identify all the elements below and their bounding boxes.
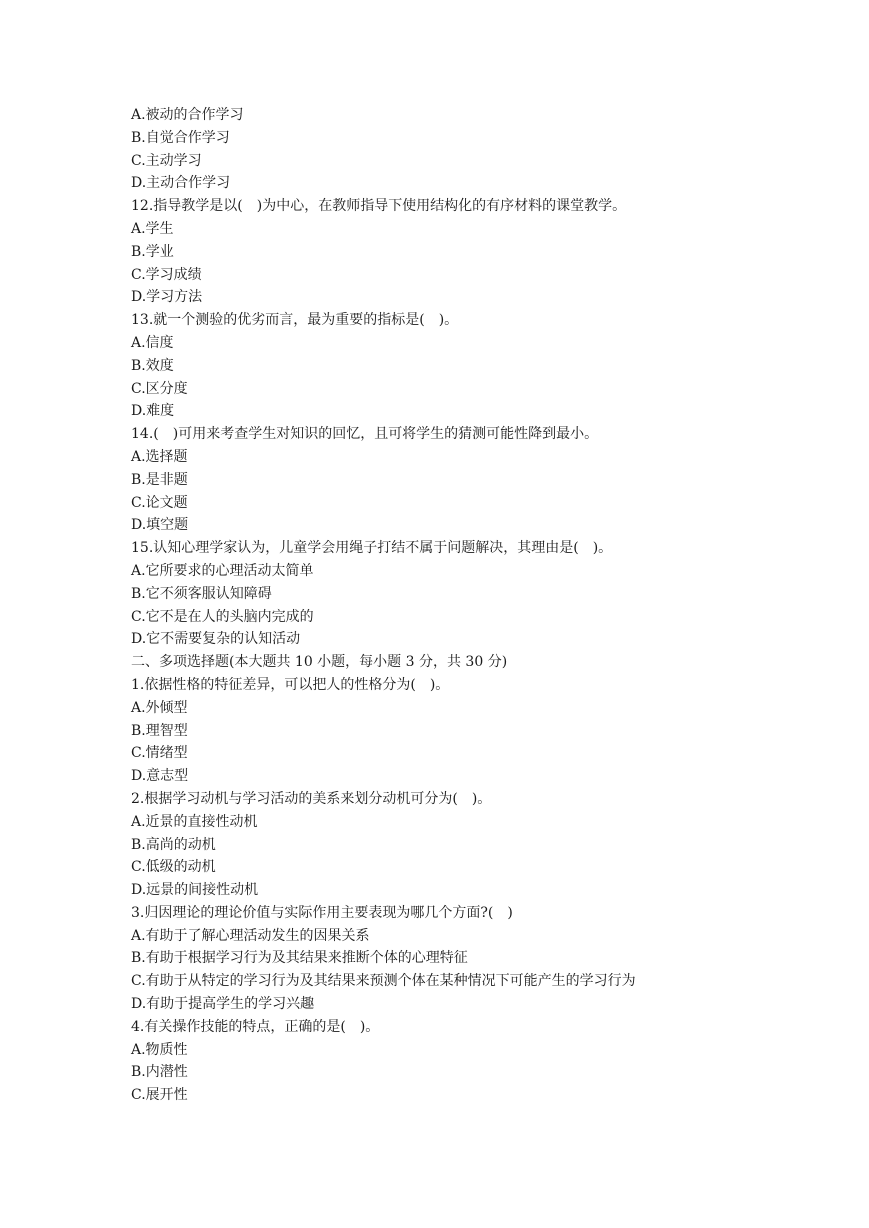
option-line: C.低级的动机: [131, 859, 216, 876]
question-line: 3.归因理论的理论价值与实际作用主要表现为哪几个方面?( ): [131, 904, 513, 921]
option-line: C.区分度: [131, 380, 188, 397]
option-line: B.学业: [131, 243, 174, 260]
option-line: D.学习方法: [131, 289, 203, 306]
option-line: B.自觉合作学习: [131, 129, 230, 146]
question-line: 13.就一个测验的优劣而言，最为重要的指标是( )。: [131, 312, 459, 329]
option-line: B.它不须客服认知障碍: [131, 585, 272, 602]
question-line: 14.( )可用来考查学生对知识的回忆，且可将学生的猜测可能性降到最小。: [131, 426, 599, 443]
option-line: D.远景的间接性动机: [131, 882, 259, 899]
option-line: B.理智型: [131, 722, 188, 739]
option-line: B.效度: [131, 357, 174, 374]
option-line: D.难度: [131, 403, 175, 420]
section-heading: 二、多项选择题(本大题共 10 小题，每小题 3 分，共 30 分): [131, 654, 508, 671]
option-line: A.信度: [131, 334, 174, 351]
option-line: D.意志型: [131, 768, 189, 785]
option-line: C.论文题: [131, 494, 188, 511]
option-line: A.外倾型: [131, 699, 188, 716]
option-line: C.学习成绩: [131, 266, 202, 283]
option-line: C.展开性: [131, 1087, 188, 1104]
exam-text-block: [131, 104, 751, 1107]
option-line: D.主动合作学习: [131, 175, 231, 192]
option-line: A.学生: [131, 220, 174, 237]
option-line: A.有助于了解心理活动发生的因果关系: [131, 927, 370, 944]
option-line: C.主动学习: [131, 152, 202, 169]
option-line: A.被动的合作学习: [131, 107, 244, 123]
option-line: A.近景的直接性动机: [131, 813, 258, 830]
option-line: C.有助于从特定的学习行为及其结果来预测个体在某种情况下可能产生的学习行为: [131, 973, 636, 990]
option-line: D.有助于提高学生的学习兴趣: [131, 996, 315, 1013]
question-line: 4.有关操作技能的特点，正确的是( )。: [131, 1018, 380, 1035]
option-line: A.物质性: [131, 1041, 188, 1058]
option-line: B.内潜性: [131, 1064, 188, 1081]
option-line: B.高尚的动机: [131, 836, 216, 853]
option-line: A.它所要求的心理活动太简单: [131, 562, 314, 579]
option-line: C.情绪型: [131, 745, 188, 762]
option-line: A.选择题: [131, 448, 188, 465]
option-line: D.填空题: [131, 517, 189, 534]
question-line: 2.根据学习动机与学习活动的美系来划分动机可分为( )。: [131, 790, 492, 807]
option-line: B.有助于根据学习行为及其结果来推断个体的心理特征: [131, 950, 468, 967]
option-line: C.它不是在人的头脑内完成的: [131, 608, 314, 625]
option-line: D.它不需要复杂的认知活动: [131, 631, 301, 648]
question-line: 12.指导教学是以( )为中心，在教师指导下使用结构化的有序材料的课堂教学。: [131, 198, 627, 215]
question-line: 15.认知心理学家认为，儿童学会用绳子打结不属于问题解决，其理由是( )。: [131, 540, 613, 557]
question-line: 1.依据性格的特征差异，可以把人的性格分为( )。: [131, 676, 450, 693]
option-line: B.是非题: [131, 471, 188, 488]
